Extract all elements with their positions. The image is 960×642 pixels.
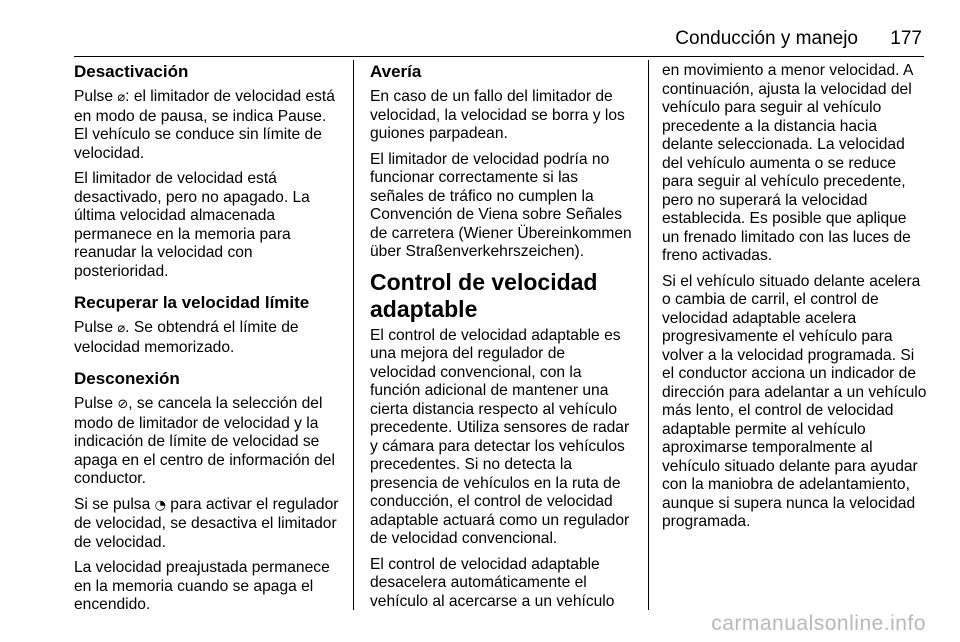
paragraph: El limitador de velocidad está desactivado, pero no apagado. La última velocidad almacenada permanece en la memoria para reanudar la velocidad con posterioridad. — [74, 170, 310, 280]
paragraph: En caso de un fallo del limitador de velocidad, la velocidad se borra y los guiones parpadean. — [370, 88, 625, 142]
text: Pulse — [74, 319, 118, 336]
text: Si se pulsa — [74, 495, 155, 513]
heading-desconexion: Desconexión — [74, 369, 180, 388]
paragraph: El control de velocidad adaptable desacelera automáticamente el vehículo al acercarse a un vehículo — [370, 555, 615, 610]
heading-averia: Avería — [370, 62, 422, 81]
column-3 — [662, 62, 928, 539]
column-2 — [370, 62, 634, 618]
page-header — [74, 10, 924, 56]
section-title: Conducción y manejo — [675, 28, 858, 49]
paragraph: en movimiento a menor velocidad. A continuación, ajusta la velocidad del vehículo para seguir al vehículo precedente a la distancia hacia delante seleccionada. La velocidad del vehículo aumenta o se reduce para seguir al vehículo precedente, pero no superará la velocidad establecida. Es posible que aplique un frenado limitado con las luces de freno activadas. — [662, 62, 913, 264]
text: : el limitador de velocidad está en modo de pausa, se indica Pause. El vehículo se conduce sin límite de velocidad. — [74, 88, 335, 162]
paragraph: La velocidad preajustada permanece en la memoria cuando se apaga el encendido. — [74, 559, 330, 613]
paragraph: Si el vehículo situado delante acelera o cambia de carril, el control de velocidad adaptable acelera progresivamente el vehículo para volver a la velocidad programada. Si el conductor acciona un indicador de dirección para adelantar a un vehículo más lento, el control de velocidad adaptable permite al vehículo aproximarse temporalmente al vehículo situado delante para ayudar con la maniobra de adelantamiento, aunque si supera nunca la velocidad programada. — [662, 272, 927, 530]
paragraph: El control de velocidad adaptable es una mejora del regulador de velocidad convencional, con la función adicional de mantener una cierta distancia respecto al vehículo precedente. Utiliza sensores de radar y cámara para detectar los vehículos precedentes. Si no detecta la presencia de vehículos en la ruta de conducción, el control de velocidad adaptable actuará como un regulador de velocidad convencional. — [370, 326, 630, 547]
watermark: carmanualsonline.info — [711, 612, 926, 635]
paragraph — [74, 319, 342, 357]
paragraph — [74, 395, 342, 489]
speed-limiter-off-icon: ⊘ — [117, 397, 129, 412]
speed-limiter-icon: ⌀ — [117, 321, 126, 336]
text: Pulse — [74, 395, 118, 412]
text: . Se obtendrá el límite de velocidad memorizado. — [74, 319, 299, 356]
column-divider-1 — [353, 60, 354, 610]
heading-recuperar: Recuperar la velocidad límite — [74, 293, 310, 312]
column-1 — [74, 62, 342, 622]
paragraph — [74, 88, 342, 163]
paragraph: El limitador de velocidad podría no funcionar correctamente si las señales de tráfico no cumplen la Convención de Viena sobre Señales de carretera (Wiener Übereinkommen über Straßenverkehrszeichen). — [370, 150, 632, 260]
header-divider — [74, 56, 924, 57]
text: , se cancela la selección del modo de limitador de velocidad y la indicación de límite de velocidad se apaga en el centro de información del conductor. — [74, 395, 335, 487]
text: Pulse — [74, 88, 118, 105]
text: para activar el regulador de velocidad, se desactiva el limitador de velocidad. — [74, 495, 339, 551]
page-number: 177 — [890, 28, 922, 49]
speed-limiter-icon: ⌀ — [117, 90, 126, 105]
cruise-control-icon: ◔ — [154, 497, 166, 513]
heading-desactivacion: Desactivación — [74, 62, 189, 81]
heading-control-velocidad: Control de velocidad adaptable — [370, 268, 598, 322]
column-divider-2 — [648, 60, 649, 610]
paragraph — [74, 496, 342, 553]
